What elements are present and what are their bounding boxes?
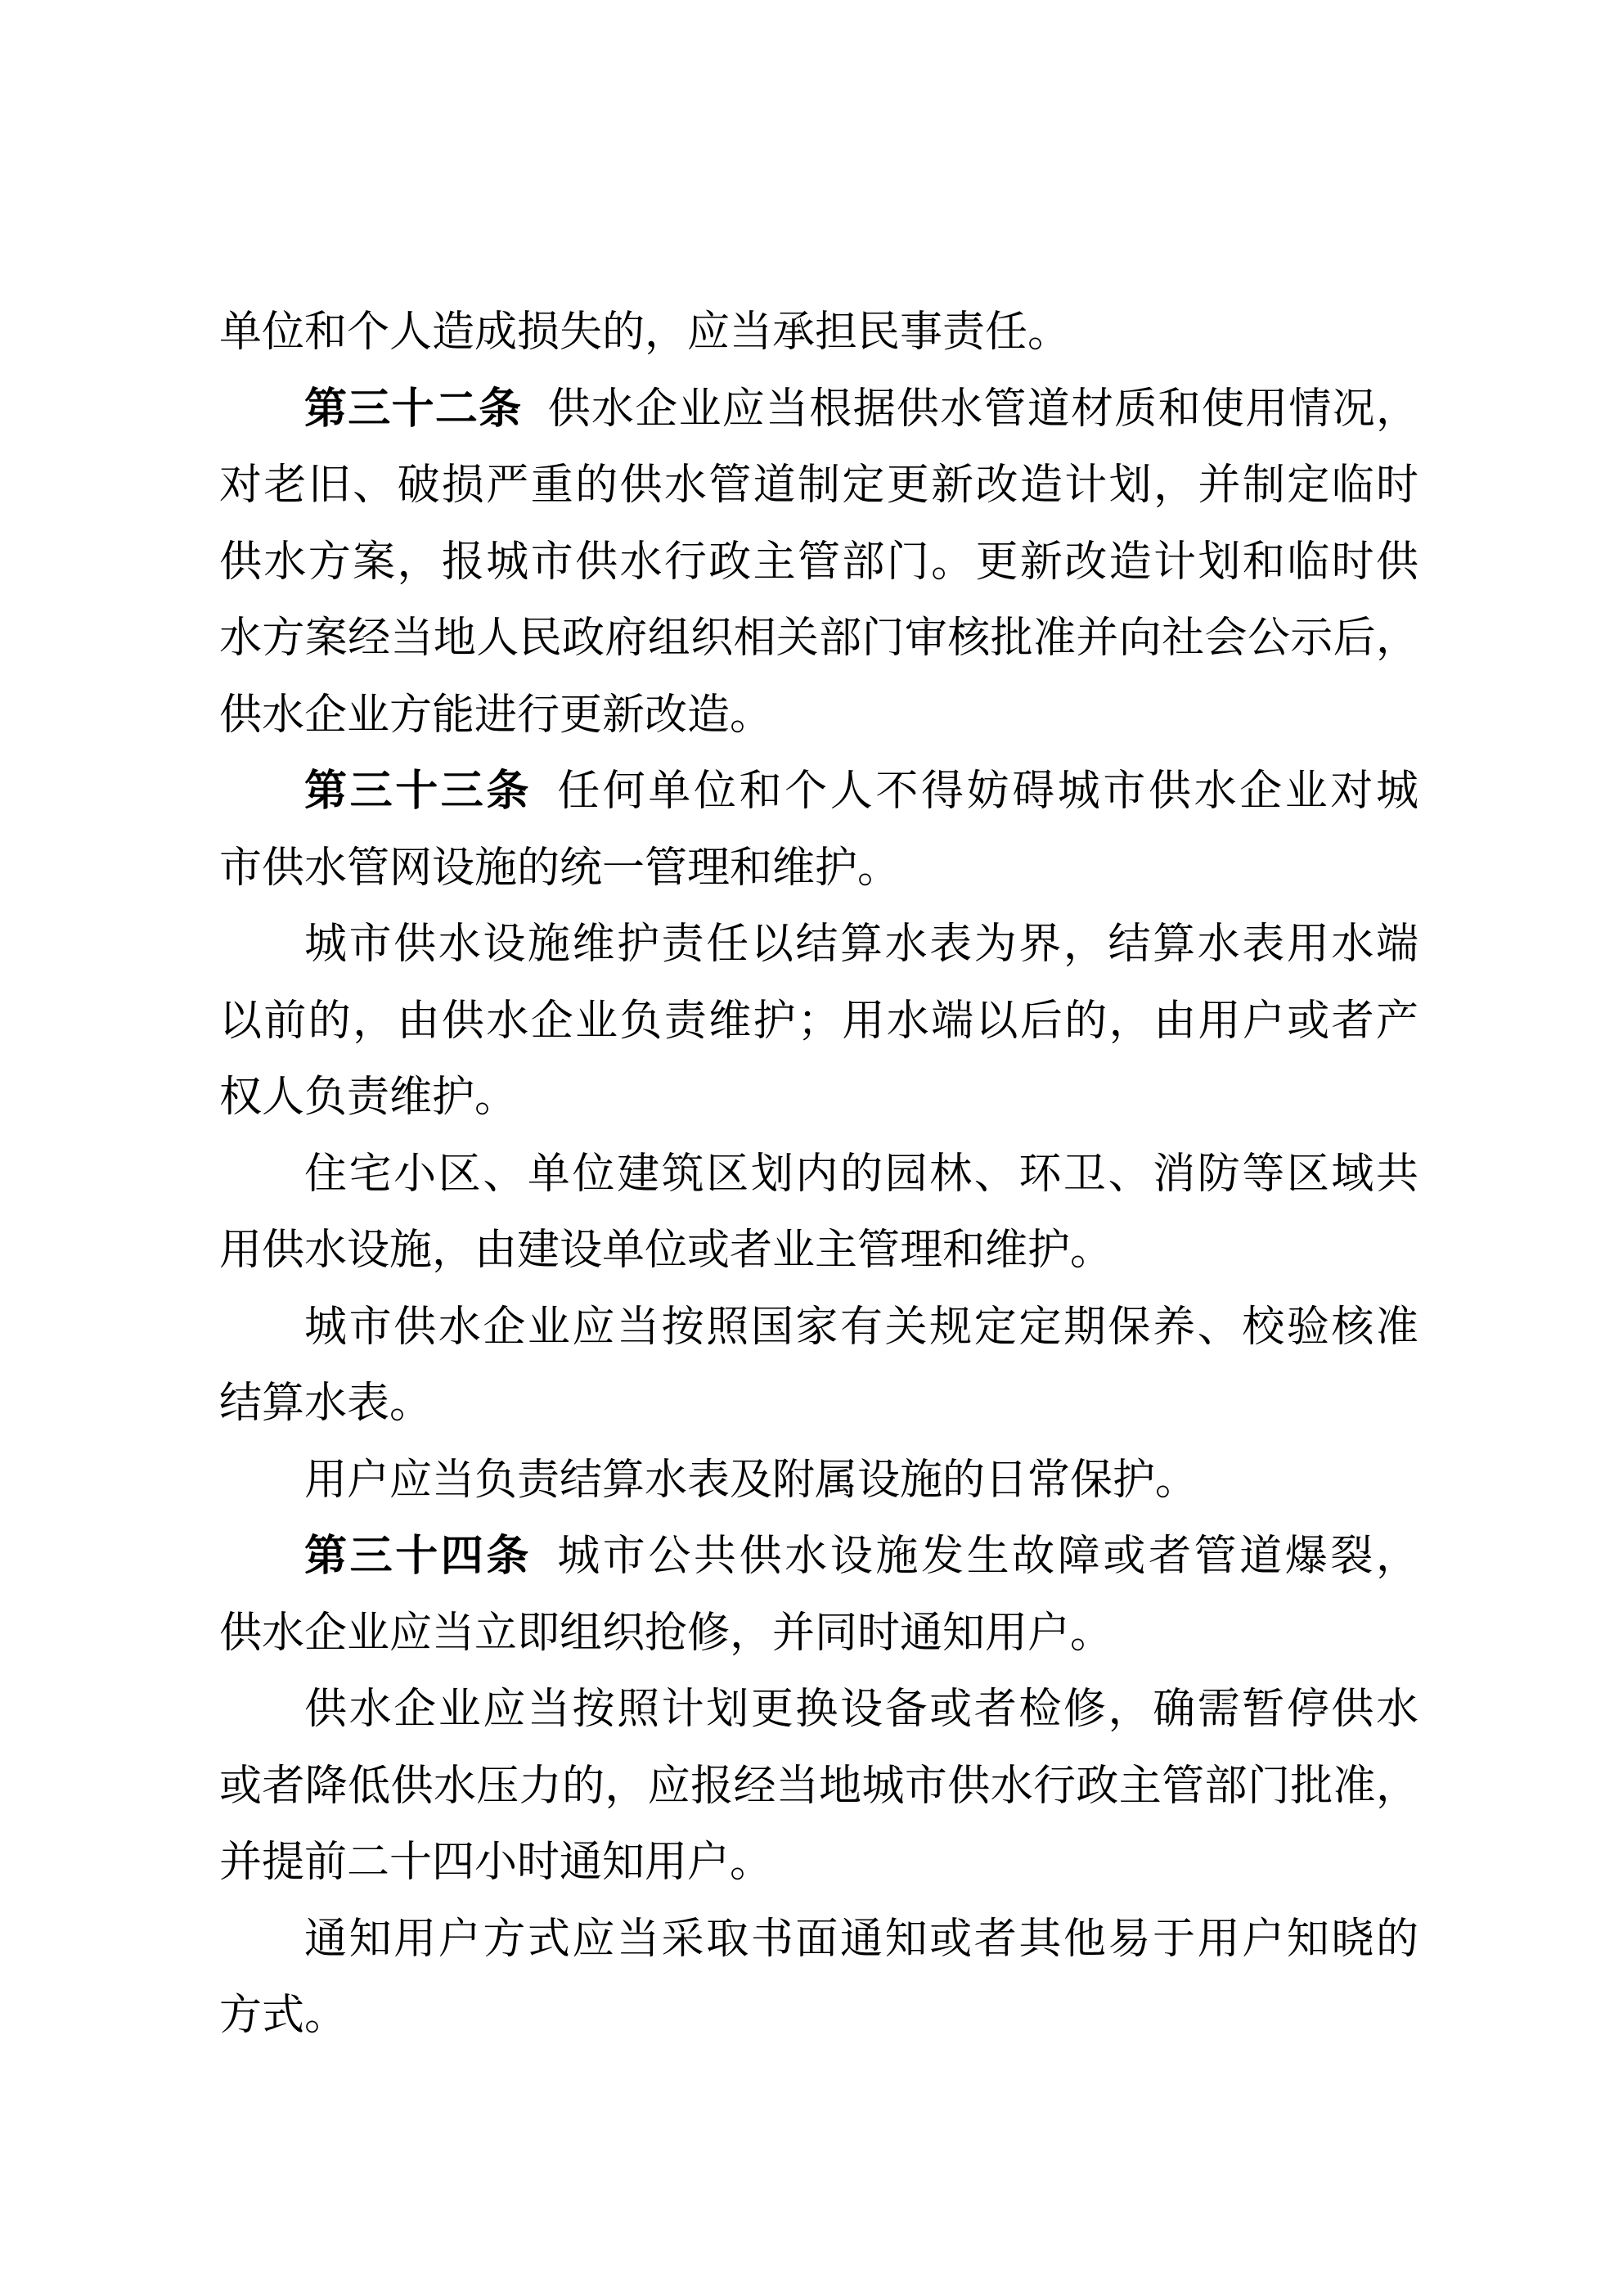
line-text: 单位和个人造成损失的，应当承担民事责任。 (219, 309, 1071, 356)
article-line (219, 1519, 1418, 1596)
text-line (219, 1366, 1418, 1443)
line-text: 用户应当负责结算水表及附属设施的日常保护。 (304, 1456, 1198, 1504)
line-text: 城市供水企业应当按照国家有关规定定期保养、校验核准 (304, 1303, 1418, 1351)
line-text: 结算水表。 (219, 1380, 433, 1427)
line-text: 供水企业应当按照计划更换设备或者检修，确需暂停供水 (304, 1686, 1418, 1733)
text-line (219, 448, 1418, 524)
text-line (219, 1672, 1418, 1749)
line-text: 供水方案，报城市供水行政主管部门。更新改造计划和临时供 (219, 538, 1418, 586)
line-text: 用供水设施，由建设单位或者业主管理和维护。 (219, 1227, 1113, 1274)
line-text: 对老旧、破损严重的供水管道制定更新改造计划，并制定临时 (219, 462, 1418, 509)
text-line (219, 524, 1418, 601)
line-text: 以前的，由供水企业负责维护；用水端以后的，由用户或者产 (219, 997, 1418, 1045)
line-text: 或者降低供水压力的，应报经当地城市供水行政主管部门批准， (219, 1763, 1418, 1810)
line-text: 方式。 (219, 1992, 348, 2039)
text-line (219, 1902, 1418, 1979)
line-text: 住宅小区、单位建筑区划内的园林、环卫、消防等区域共 (304, 1150, 1418, 1198)
text-line (219, 1596, 1418, 1672)
text-line (219, 1213, 1418, 1290)
line-text: 城市公共供水设施发生故障或者管道爆裂， (557, 1533, 1418, 1580)
text-line (219, 907, 1418, 984)
line-text: 供水企业方能进行更新改造。 (219, 691, 773, 739)
document-body (219, 295, 1418, 2055)
text-line (219, 1137, 1418, 1213)
text-line (219, 1060, 1418, 1137)
line-text: 水方案经当地人民政府组织相关部门审核批准并向社会公示后， (219, 615, 1418, 662)
text-line (219, 1443, 1418, 1519)
text-line (219, 1978, 1418, 2055)
article-number: 第三十四条 (304, 1533, 532, 1580)
line-text: 市供水管网设施的统一管理和维护。 (219, 844, 901, 892)
text-line (219, 1749, 1418, 1826)
line-text: 供水企业应当立即组织抢修，并同时通知用户。 (219, 1609, 1113, 1657)
article-number: 第三十三条 (304, 768, 532, 815)
line-text: 任何单位和个人不得妨碍城市供水企业对城 (557, 768, 1418, 815)
article-line (219, 371, 1418, 448)
text-line (219, 678, 1418, 754)
article-line (219, 754, 1418, 831)
text-line (219, 1825, 1418, 1902)
line-text: 通知用户方式应当采取书面通知或者其他易于用户知晓的 (304, 1916, 1418, 1963)
text-line (219, 601, 1418, 678)
line-text: 供水企业应当根据供水管道材质和使用情况， (547, 385, 1418, 433)
line-text: 并提前二十四小时通知用户。 (219, 1839, 773, 1886)
text-line (219, 984, 1418, 1060)
article-number: 第三十二条 (304, 385, 523, 433)
text-line (219, 831, 1418, 907)
line-text: 权人负责维护。 (219, 1074, 518, 1121)
text-line (219, 1290, 1418, 1366)
text-line (219, 295, 1418, 371)
line-text: 城市供水设施维护责任以结算水表为界，结算水表用水端 (304, 921, 1418, 968)
